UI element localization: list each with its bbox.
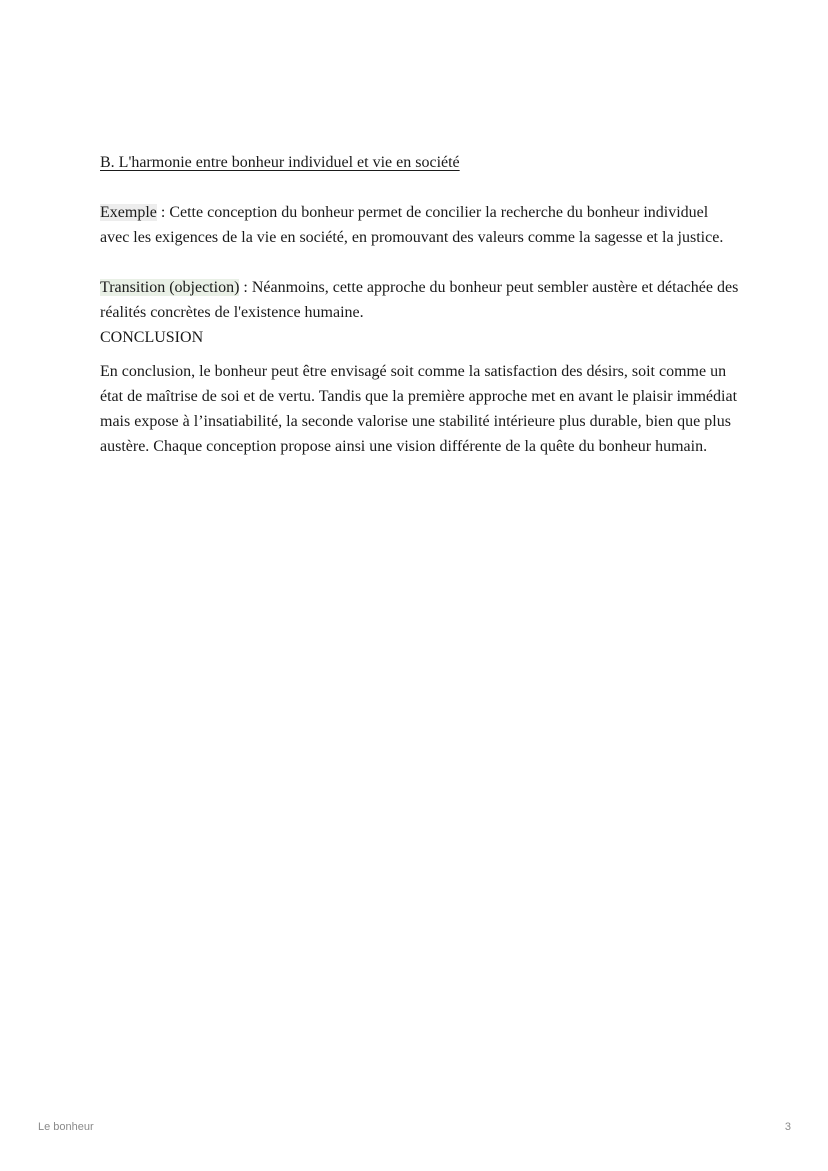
example-text: : Cette conception du bonheur permet de concilier la recherche du bonheur individuel avec les exigences de la vie en société, en promouvant des valeurs comme la sagesse et la justice. <box>100 204 724 246</box>
conclusion-paragraph: En conclusion, le bonheur peut être envisagé soit comme la satisfaction des désirs, soit comme un état de maîtrise de soi et de vertu. Tandis que la première approche met en avant le plaisir immédiat mais expose à l’insatiabilité, la seconde valorise une stabilité intérieure plus durable, bien que plus austère. Chaque conception propose ainsi une vision différente de la quête du bonheur humain. <box>100 363 738 455</box>
footer-document-title: Le bonheur <box>38 1121 94 1133</box>
transition-text: : Néanmoins, cette approche du bonheur peut sembler austère et détachée des réalités concrètes de l'existence humaine. <box>100 279 739 321</box>
section-heading: B. L'harmonie entre bonheur individuel et vie en société <box>100 154 460 171</box>
example-label: Exemple <box>100 204 157 221</box>
transition-paragraph <box>100 275 740 325</box>
page-footer <box>38 1121 791 1133</box>
page-content <box>100 150 740 459</box>
transition-label: Transition (objection) <box>100 279 240 296</box>
footer-page-number: 3 <box>784 1121 791 1133</box>
conclusion-title: CONCLUSION <box>100 329 204 346</box>
example-paragraph <box>100 200 740 250</box>
